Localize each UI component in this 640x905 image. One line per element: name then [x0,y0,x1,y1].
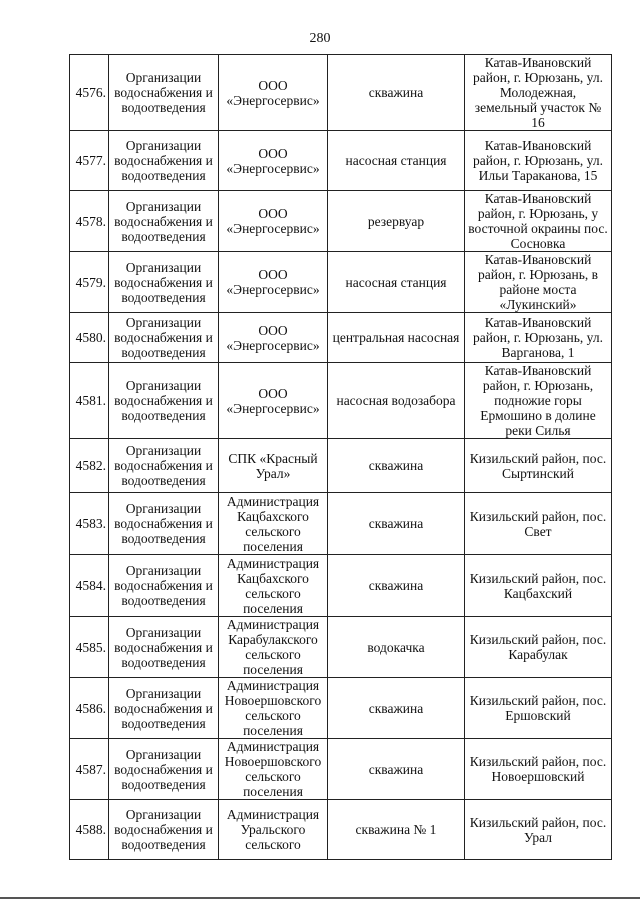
object-type: резервуар [328,191,465,252]
organization-name: Администрация Кацбахского сельского поселения [219,555,328,617]
object-type: скважина [328,678,465,739]
row-number: 4581. [70,363,109,439]
organization-type: Организации водоснабжения и водоотведения [109,678,219,739]
organization-name: Администрация Кацбахского сельского поселения [219,493,328,555]
object-location: Кизильский район, пос. Новоершовский [465,739,612,800]
table-row [70,55,612,131]
object-location: Катав-Ивановский район, г. Юрюзань, у восточной окраины пос. Сосновка [465,191,612,252]
organization-type: Организации водоснабжения и водоотведения [109,555,219,617]
row-number: 4587. [70,739,109,800]
object-location: Кизильский район, пос. Урал [465,800,612,860]
row-number: 4579. [70,252,109,313]
object-type: водокачка [328,617,465,678]
row-number: 4585. [70,617,109,678]
table-row [70,131,612,191]
object-type: скважина [328,55,465,131]
object-type: скважина [328,555,465,617]
table-row [70,439,612,493]
object-type: скважина [328,739,465,800]
object-location: Кизильский район, пос. Свет [465,493,612,555]
organization-type: Организации водоснабжения и водоотведения [109,313,219,363]
table-row [70,739,612,800]
organization-name: ООО «Энергосервис» [219,55,328,131]
organization-name: ООО «Энергосервис» [219,313,328,363]
organization-name: Администрация Карабулакского сельского поселения [219,617,328,678]
page-bottom-rule [0,897,640,899]
organization-type: Организации водоснабжения и водоотведения [109,191,219,252]
object-type: насосная станция [328,131,465,191]
table-row [70,493,612,555]
table-row [70,617,612,678]
object-location: Катав-Ивановский район, г. Юрюзань, ул. Ильи Тараканова, 15 [465,131,612,191]
organization-name: Администрация Новоершовского сельского поселения [219,739,328,800]
organization-name: ООО «Энергосервис» [219,131,328,191]
object-location: Катав-Ивановский район, г. Юрюзань, ул. Молодежная, земельный участок № 16 [465,55,612,131]
object-type: скважина № 1 [328,800,465,860]
organization-name: Администрация Уральского сельского [219,800,328,860]
row-number: 4586. [70,678,109,739]
page-number: 280 [309,31,331,46]
row-number: 4588. [70,800,109,860]
row-number: 4582. [70,439,109,493]
table-row [70,678,612,739]
organization-type: Организации водоснабжения и водоотведения [109,739,219,800]
object-location: Катав-Ивановский район, г. Юрюзань, подножие горы Ермошино в долине реки Силья [465,363,612,439]
table-row [70,800,612,860]
object-type: скважина [328,439,465,493]
row-number: 4578. [70,191,109,252]
organization-type: Организации водоснабжения и водоотведения [109,617,219,678]
registry-table [69,54,612,860]
organization-name: ООО «Энергосервис» [219,363,328,439]
organization-name: ООО «Энергосервис» [219,252,328,313]
object-location: Катав-Ивановский район, г. Юрюзань, в районе моста «Лукинский» [465,252,612,313]
organization-type: Организации водоснабжения и водоотведения [109,363,219,439]
row-number: 4577. [70,131,109,191]
organization-name: ООО «Энергосервис» [219,191,328,252]
row-number: 4584. [70,555,109,617]
object-type: насосная станция [328,252,465,313]
organization-type: Организации водоснабжения и водоотведения [109,131,219,191]
object-type: центральная насосная [328,313,465,363]
organization-type: Организации водоснабжения и водоотведения [109,493,219,555]
table-row [70,313,612,363]
row-number: 4580. [70,313,109,363]
row-number: 4583. [70,493,109,555]
object-location: Кизильский район, пос. Ершовский [465,678,612,739]
organization-type: Организации водоснабжения и водоотведения [109,55,219,131]
object-location: Катав-Ивановский район, г. Юрюзань, ул. Варганова, 1 [465,313,612,363]
organization-name: Администрация Новоершовского сельского поселения [219,678,328,739]
organization-type: Организации водоснабжения и водоотведения [109,252,219,313]
organization-type: Организации водоснабжения и водоотведения [109,439,219,493]
organization-name: СПК «Красный Урал» [219,439,328,493]
object-location: Кизильский район, пос. Карабулак [465,617,612,678]
object-type: скважина [328,493,465,555]
organization-type: Организации водоснабжения и водоотведения [109,800,219,860]
object-location: Кизильский район, пос. Кацбахский [465,555,612,617]
row-number: 4576. [70,55,109,131]
object-location: Кизильский район, пос. Сыртинский [465,439,612,493]
table-row [70,191,612,252]
table-row [70,555,612,617]
table-row [70,252,612,313]
object-type: насосная водозабора [328,363,465,439]
table-row [70,363,612,439]
